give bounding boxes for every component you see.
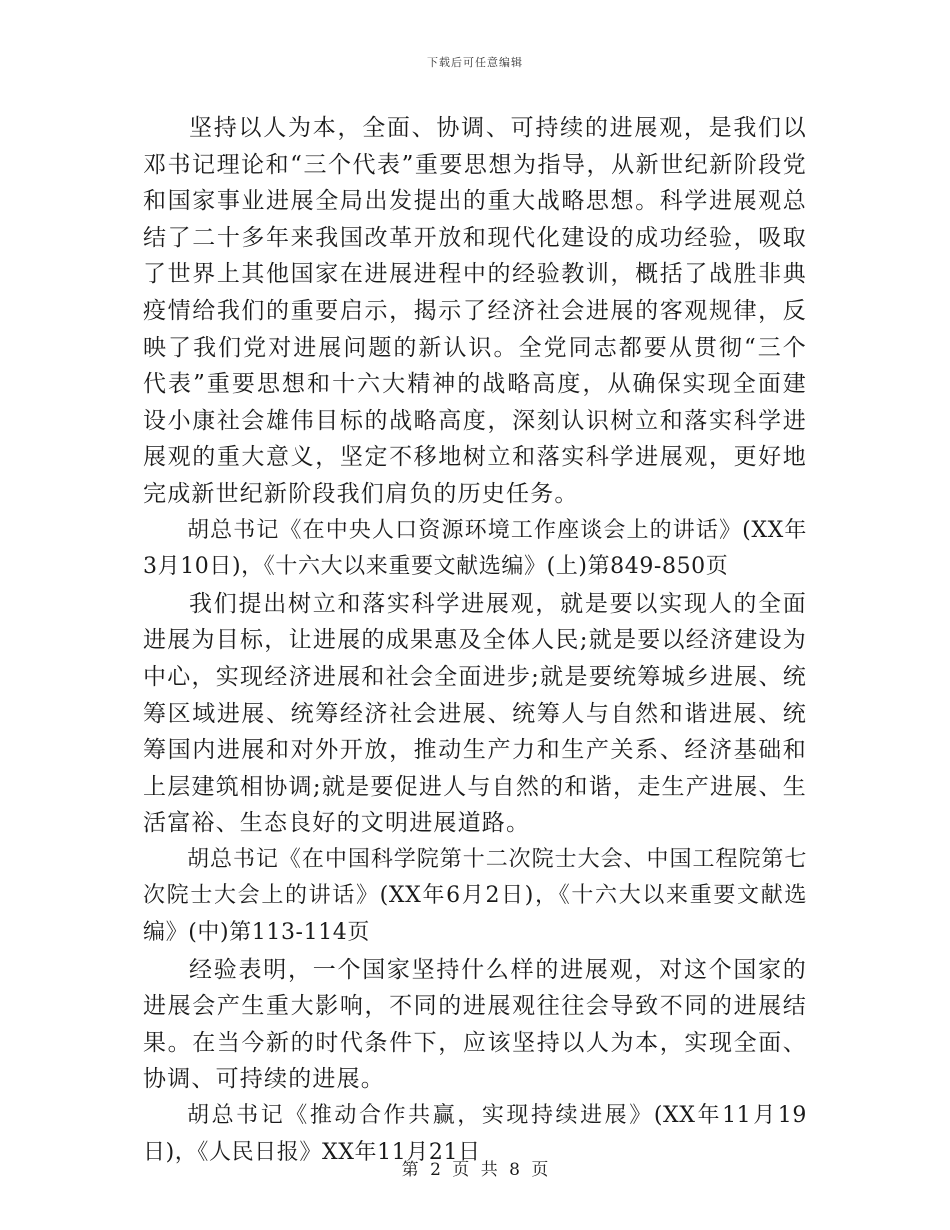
paragraph-experience: 经验表明，一个国家坚持什么样的进展观，对这个国家的进展会产生重大影响，不同的进展观往往会导致不同的进展结果。在当今新的时代条件下，应该坚持以人为本，实现全面、协调、可持续的进展。 — [143, 956, 807, 1093]
citation-source: 胡总书记《推动合作共赢，实现持续进展》(XX年11月19日)，《人民日报》XX年11月21日 — [143, 1103, 807, 1165]
paragraph-development-goals: 我们提出树立和落实科学进展观，就是要以实现人的全面进展为目标，让进展的成果惠及全体人民;就是要以经济建设为中心，实现经济进展和社会全面进步;就是要统筹城乡进展、统筹区域进展、统筹经济社会进展、统筹人与自然和谐进展、统筹国内进展和对外开放，推动生产力和生产关系、经济基础和上层建筑相协调;就是要促进人与自然的和谐，走生产进展、生活富裕、生态良好的文明进展道路。 — [143, 590, 807, 837]
page-header: 下载后可任意编辑 — [427, 56, 523, 69]
paragraph-scientific-development: 坚持以人为本，全面、协调、可持续的进展观，是我们以邓书记理论和“三个代表”重要思想为指导，从新世纪新阶段党和国家事业进展全局出发提出的重大战略思想。科学进展观总结了二十多年来我国改革开放和现代化建设的成功经验，吸取了世界上其他国家在进展进程中的经验教训，概括了战胜非典疫情给我们的重要启示，揭示了经济社会进展的客观规律，反映了我们党对进展问题的新认识。全党同志都要从贯彻“三个代表”重要思想和十六大精神的战略高度，从确保实现全面建设小康社会雄伟目标的战略高度，深刻认识树立和落实科学进展观的重大意义，坚定不移地树立和落实科学进展观，更好地完成新世纪新阶段我们肩负的历史任务。 — [143, 115, 807, 507]
page-number-footer: 第 2 页 共 8 页 — [401, 1160, 549, 1180]
document-body — [143, 110, 807, 1171]
citation-source: 胡总书记《在中央人口资源环境工作座谈会上的讲话》(XX年3月10日)，《十六大以来重要文献选编》(上)第849-850页 — [143, 517, 807, 580]
citation-source: 胡总书记《在中国科学院第十二次院士大会、中国工程院第七次院士大会上的讲话》(XX年6月2日)，《十六大以来重要文献选编》(中)第113-114页 — [143, 846, 807, 946]
